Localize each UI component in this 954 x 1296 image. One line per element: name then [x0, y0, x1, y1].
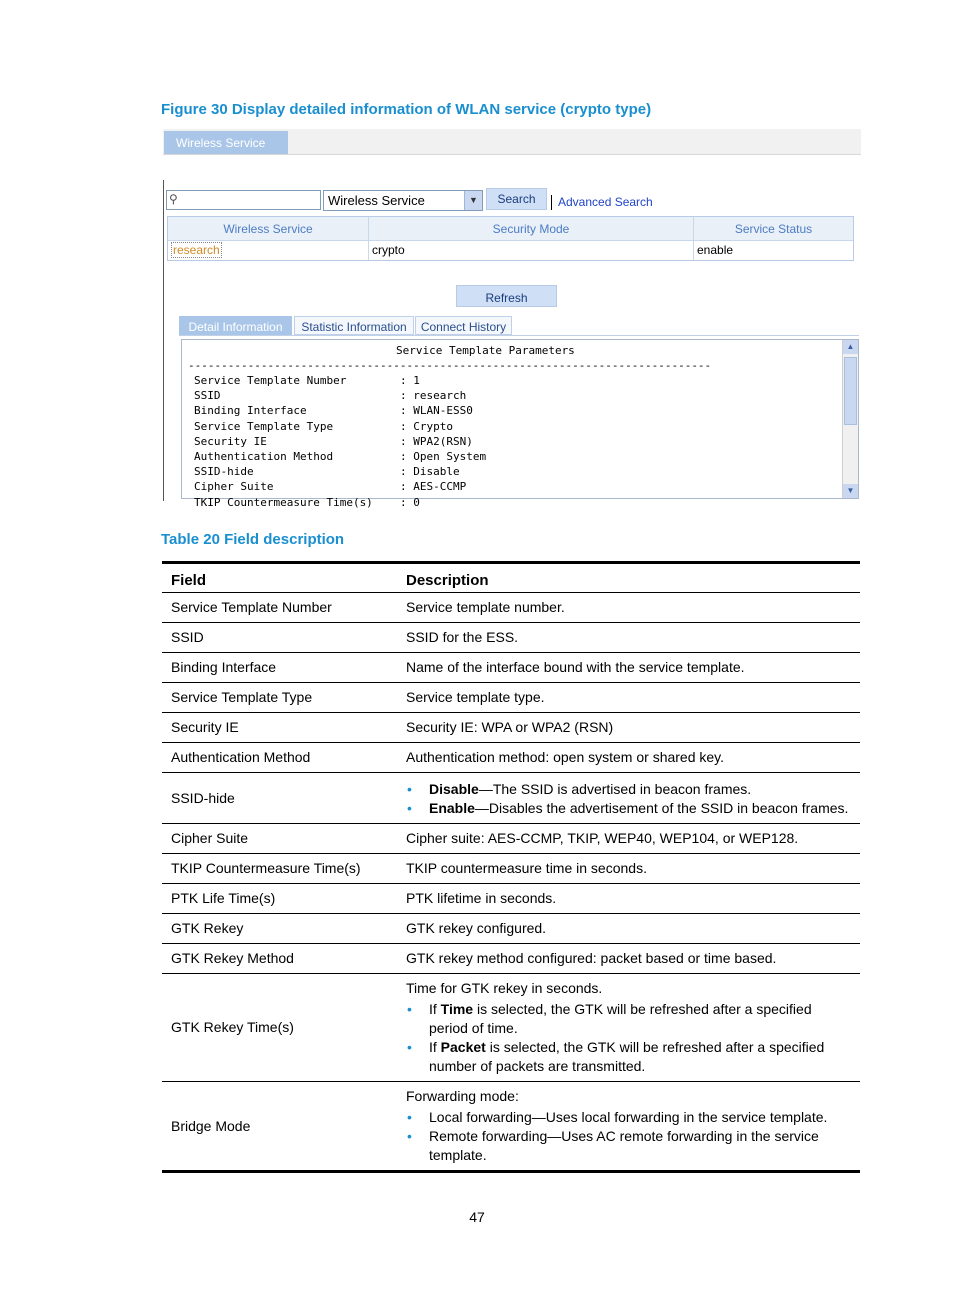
bullet-term: Packet: [440, 1039, 486, 1055]
description-cell: [397, 1082, 860, 1172]
table-row: [162, 944, 860, 974]
detail-panel: [181, 339, 859, 509]
field-cell: PTK Life Time(s): [162, 884, 397, 914]
description-cell: PTK lifetime in seconds.: [397, 884, 860, 914]
bullet-term: Disable: [429, 781, 479, 797]
description-cell: TKIP countermeasure time in seconds.: [397, 854, 860, 884]
detail-value: : AES-CCMP: [400, 480, 467, 494]
bullet-prefix: If: [429, 1001, 441, 1017]
detail-value: : WLAN-ESS0: [400, 404, 473, 418]
tab-statistic-information[interactable]: Statistic Information: [294, 316, 414, 335]
wireless-service-screenshot: [163, 129, 861, 509]
table-caption: Table 20 Field description: [161, 531, 345, 548]
field-cell: SSID: [162, 623, 397, 653]
description-cell: GTK rekey configured.: [397, 914, 860, 944]
description-cell: Cipher suite: AES-CCMP, TKIP, WEP40, WEP104, or WEP128.: [397, 824, 860, 854]
bullet-item: [429, 1108, 851, 1127]
detail-value: : Open System: [400, 450, 487, 463]
field-cell: Security IE: [162, 713, 397, 743]
search-field-select[interactable]: [323, 190, 483, 211]
table-row: [162, 653, 860, 683]
field-cell: GTK Rekey Method: [162, 944, 397, 974]
field-cell: TKIP Countermeasure Time(s): [162, 854, 397, 884]
bullet-item: [429, 799, 851, 818]
bullet-text: is selected, the GTK will be refreshed after a specified period of time.: [429, 1001, 812, 1036]
tab-connect-history[interactable]: Connect History: [415, 316, 512, 335]
grid-header-security-mode[interactable]: Security Mode: [369, 217, 694, 240]
grid-header-wireless-service[interactable]: Wireless Service: [168, 217, 369, 240]
description-cell: SSID for the ESS.: [397, 623, 860, 653]
refresh-button[interactable]: Refresh: [456, 285, 557, 307]
detail-key: TKIP Countermeasure Time(s): [194, 495, 373, 509]
service-link[interactable]: research: [173, 243, 220, 257]
detail-key: Service Template Type: [194, 419, 334, 433]
field-cell: GTK Rekey: [162, 914, 397, 944]
field-cell: Binding Interface: [162, 653, 397, 683]
panel-border: [163, 180, 164, 501]
bullet-text: Local forwarding—Uses local forwarding in the service template.: [429, 1109, 828, 1125]
table-row: [162, 854, 860, 884]
description-cell: GTK rekey method configured: packet based or time based.: [397, 944, 860, 974]
header-field: Field: [162, 563, 397, 593]
tab-detail-information[interactable]: Detail Information: [179, 316, 292, 335]
detail-heading: Service Template Parameters: [396, 344, 575, 357]
detail-value: : 1: [400, 374, 420, 387]
bullet-item: [429, 1127, 851, 1165]
detail-value: : Crypto: [400, 419, 453, 433]
figure-caption: Figure 30 Display detailed information of WLAN service (crypto type): [161, 101, 652, 118]
search-icon: ⚲: [169, 192, 178, 206]
detail-value: : WPA2(RSN): [400, 434, 473, 448]
detail-value: : 0: [400, 495, 420, 509]
bullet-text: is selected, the GTK will be refreshed after a specified number of packets are transmitted.: [429, 1039, 825, 1074]
description-cell: [397, 773, 860, 824]
scroll-up-icon[interactable]: ▲: [843, 340, 858, 354]
tab-underline: [179, 335, 859, 336]
table-row: [162, 773, 860, 824]
detail-key: SSID-hide: [194, 465, 254, 479]
detail-key: Binding Interface: [194, 404, 307, 418]
scroll-down-icon[interactable]: ▼: [843, 484, 858, 498]
description-cell: Service template type.: [397, 683, 860, 713]
bullet-item: [429, 780, 851, 799]
scroll-thumb[interactable]: [844, 357, 857, 425]
bullet-list: [406, 780, 851, 818]
description-cell: Authentication method: open system or shared key.: [397, 743, 860, 773]
search-input[interactable]: [166, 190, 321, 210]
table-row: [162, 623, 860, 653]
bullet-list: [406, 1108, 851, 1165]
search-field-select-value: Wireless Service: [328, 193, 425, 208]
description-cell: Service template number.: [397, 593, 860, 623]
grid-cell-status: enable: [697, 243, 734, 257]
tab-wireless-service[interactable]: Wireless Service: [164, 131, 288, 154]
bullet-text: Remote forwarding—Uses AC remote forwarding in the service template.: [429, 1128, 819, 1163]
table-row: [162, 743, 860, 773]
table-row: [162, 1082, 860, 1172]
description-cell: [397, 974, 860, 1082]
table-row: [162, 914, 860, 944]
detail-value: : Disable: [400, 465, 460, 479]
bullet-text: —Disables the advertisement of the SSID in beacon frames.: [474, 800, 849, 816]
detail-key: Service Template Number: [194, 374, 347, 387]
field-cell: Service Template Number: [162, 593, 397, 623]
detail-value: : research: [400, 389, 467, 403]
description-cell: Security IE: WPA or WPA2 (RSN): [397, 713, 860, 743]
grid-cell-security-mode: crypto: [369, 240, 694, 260]
chevron-down-icon[interactable]: ▼: [464, 191, 482, 210]
top-tab-bar: [163, 129, 861, 155]
table-row: [162, 593, 860, 623]
service-grid: [167, 216, 854, 261]
bullet-list: [406, 1000, 851, 1076]
field-cell: GTK Rekey Time(s): [162, 974, 397, 1082]
grid-cell-service: [168, 240, 369, 260]
detail-key: Authentication Method: [194, 450, 334, 463]
description-cell: Name of the interface bound with the service template.: [397, 653, 860, 683]
bullet-item: [429, 1000, 851, 1038]
detail-scrollbar[interactable]: [842, 340, 858, 498]
detail-key: Cipher Suite: [194, 480, 274, 494]
field-cell: Authentication Method: [162, 743, 397, 773]
grid-header-service-status[interactable]: Service Status: [694, 217, 853, 240]
field-cell: Bridge Mode: [162, 1082, 397, 1172]
header-description: Description: [397, 563, 860, 593]
field-description-table: [162, 561, 860, 1173]
separator: [551, 195, 552, 210]
field-cell: SSID-hide: [162, 773, 397, 824]
bullet-term: Enable: [429, 800, 475, 816]
table-row: [162, 974, 860, 1082]
advanced-search-link[interactable]: Advanced Search: [558, 195, 653, 209]
field-cell: Cipher Suite: [162, 824, 397, 854]
table-row: [162, 884, 860, 914]
description-intro: Time for GTK rekey in seconds.: [406, 980, 603, 996]
bullet-term: Time: [440, 1001, 474, 1017]
bullet-item: [429, 1038, 851, 1076]
detail-key: Security IE: [194, 434, 267, 448]
bullet-text: —The SSID is advertised in beacon frames.: [478, 781, 752, 797]
description-intro: Forwarding mode:: [406, 1088, 519, 1104]
detail-divider: -------------------------------------------------------------------------------: [188, 359, 712, 372]
search-button[interactable]: Search: [486, 188, 547, 210]
field-cell: Service Template Type: [162, 683, 397, 713]
detail-key: SSID: [194, 389, 221, 403]
page-number: 47: [469, 1209, 485, 1225]
bullet-prefix: If: [429, 1039, 441, 1055]
table-row: [162, 683, 860, 713]
table-row: [162, 713, 860, 743]
table-row: [162, 824, 860, 854]
